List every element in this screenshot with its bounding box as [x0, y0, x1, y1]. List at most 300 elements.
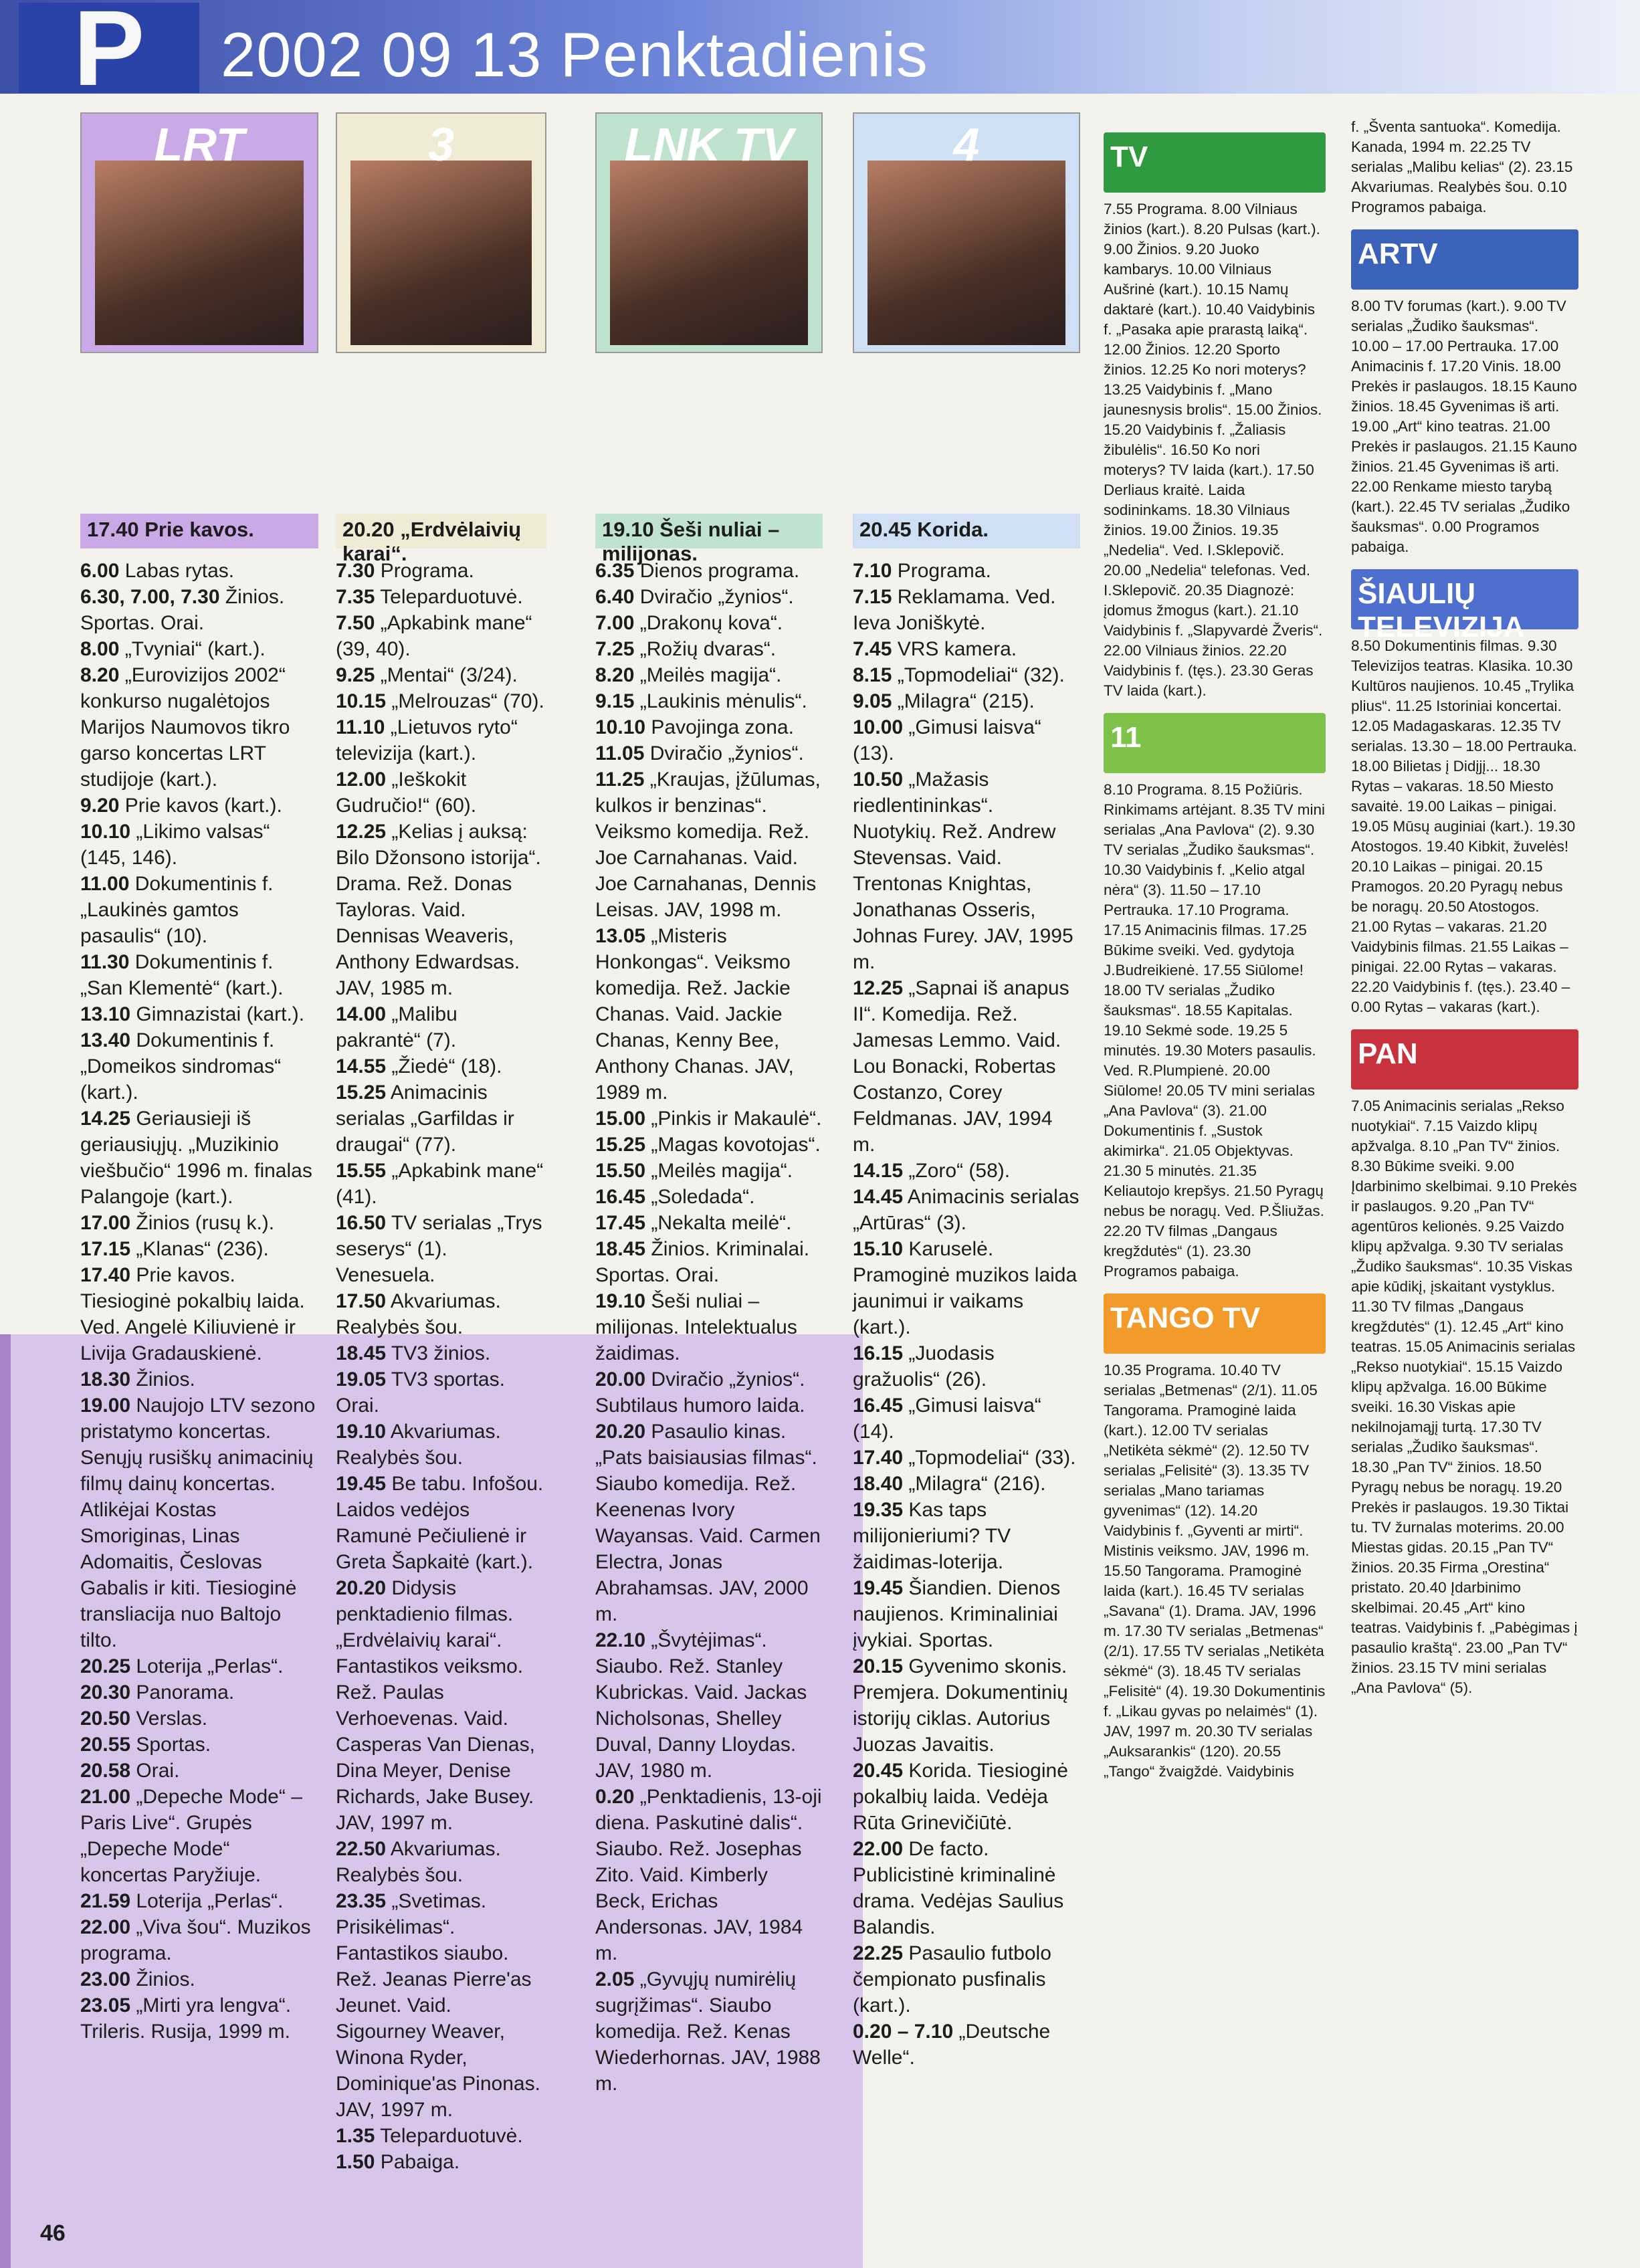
program-time: 17.40 — [87, 518, 139, 541]
highlight-program — [80, 514, 318, 548]
program-title: Prie kavos. — [138, 518, 254, 541]
list-item — [336, 766, 546, 819]
program-time: 23.05 — [80, 1994, 131, 2017]
list-item: 8.00 TV forumas (kart.). 9.00 TV serialas „Žudiko šauksmas“. 10.00 – 17.00 Pertrauka. 17.00 Animacinis f. 17.20 Vinis. 18.00 Prekės ir paslaugos. 18.15 Kauno žinios. 18.45 Gyvenimas iš arti. 19.00 „Art“ kino teatras. 21.00 Prekės ir paslaugos. 21.15 Kauno žinios. 21.45 Gyvenimas iš arti. 22.00 Renkame miesto tarybą (kart.). 22.45 TV serialas „Žudiko šauksmas“. 0.00 Programos pabaiga. — [1351, 298, 1577, 555]
program-time: 8.00 — [80, 638, 120, 660]
program-title: Šeši nuliai – milijonas. Intelektualus žaidimas. — [595, 1290, 797, 1364]
list-item — [80, 1262, 318, 1366]
program-time: 20.20 — [342, 518, 395, 541]
list-item — [336, 2149, 546, 2175]
program-title: Žinios. — [130, 1968, 195, 1990]
program-time: 7.30 — [336, 560, 375, 582]
program-time: 9.05 — [853, 690, 892, 712]
program-time: 19.45 — [853, 1577, 904, 1599]
list-item — [336, 1575, 546, 1836]
program-time: 16.15 — [853, 1342, 904, 1364]
program-time: 17.00 — [80, 1212, 131, 1234]
page-number: 46 — [40, 2221, 66, 2246]
program-title: Animacinis serialas „Garfildas ir draugai“ (77). — [336, 1081, 514, 1156]
program-title: Sportas. — [130, 1734, 211, 1756]
program-title: „Meilės magija“. — [645, 1160, 793, 1182]
program-title: Pasaulio futbolo čempionato pusfinalis (kart.). — [853, 1942, 1051, 2017]
program-time: 15.25 — [336, 1081, 387, 1104]
list-item — [595, 688, 823, 714]
program-title: TV serialas „Trys seserys“ (1). Venesuela. — [336, 1212, 542, 1286]
list-item — [853, 584, 1080, 636]
list-item — [80, 1106, 318, 1210]
program-time: 1.35 — [336, 2125, 375, 2147]
program-time: 19.10 — [595, 1290, 646, 1312]
program-title: Gyvenimo skonis. Premjera. Dokumentinių istorijų ciklas. Autorius Juozas Javaitis. — [853, 1655, 1068, 1756]
program-title: Gimnazistai (kart.). — [130, 1003, 305, 1025]
list-item — [595, 1132, 823, 1158]
channel-logo — [1351, 569, 1578, 643]
program-list — [853, 558, 1080, 2071]
program-title: Naujojo LTV sezono pristatymo koncertas. Senųjų rusiškų animacinių filmų dainų koncertas. Atlikėjai Kostas Smoriginas, Linas Adomaitis, Česlovas Gabalis ir kiti. Tiesioginė transliacija nuo Baltojo tilto. — [80, 1395, 316, 1651]
channel-logo — [1351, 229, 1578, 290]
list-item — [595, 1627, 823, 1784]
list-item — [80, 871, 318, 949]
program-time: 22.50 — [336, 1838, 387, 1860]
program-time: 19.45 — [336, 1473, 387, 1495]
program-time: 20.20 — [336, 1577, 387, 1599]
program-time: 17.45 — [595, 1212, 646, 1234]
program-time: 20.45 — [859, 518, 912, 541]
program-time: 7.45 — [853, 638, 892, 660]
program-title: „Švytėjimas“. Siaubo. Rež. Stanley Kubrickas. Vaid. Jackas Nicholsonas, Shelley Duval, Danny Lloydas. JAV, 1980 m. — [595, 1629, 807, 1782]
program-time: 10.50 — [853, 768, 904, 791]
channel-name: TANGO TV — [1110, 1302, 1261, 1334]
program-title: „Milagra“ (216). — [903, 1473, 1046, 1495]
list-item — [853, 1758, 1080, 1836]
list-item: 8.50 Dokumentinis filmas. 9.30 Televizijos teatras. Klasika. 10.30 Kultūros naujienos. 10.45 „Trylika plius“. 11.25 Istoriniai koncertai. 12.05 Madagaskaras. 12.35 TV serialas. 13.30 – 18.00 Pertrauka. 18.00 Bilietas į Didįjį... 18.30 Rytas – vakaras. 18.50 Miesto savaitė. 19.00 Laikas – pinigai. 19.05 Mūsų auginiai (kart.). 19.30 Atostogos. 19.40 Kibkit, žuvelės! 20.10 Laikas – pinigai. 20.15 Pramogos. 20.20 Pyragų nebus be noragų. 20.50 Atostogos. 21.00 Rytas – vakaras. 21.20 Vaidybinis filmas. 21.55 Laikas – pinigai. 22.00 Rytas – vakaras. 22.20 Vaidybinis f. (tęs.). 23.40 – 0.00 Rytas – vakaras (kart.). — [1351, 637, 1577, 1015]
channel-name: TV — [1110, 140, 1148, 173]
program-title: „Topmodeliai“ (33). — [903, 1447, 1076, 1469]
program-time: 17.40 — [853, 1447, 904, 1469]
list-item — [80, 1758, 318, 1784]
list-item — [336, 1079, 546, 1158]
program-title: „Zoro“ (58). — [903, 1160, 1011, 1182]
program-time: 13.40 — [80, 1029, 131, 1051]
list-item — [80, 1966, 318, 1992]
program-time: 9.15 — [595, 690, 635, 712]
program-title: „Apkabink mane“ (41). — [336, 1160, 544, 1208]
channel-logo — [80, 112, 318, 353]
list-item — [853, 558, 1080, 584]
program-title: Korida. Tiesioginė pokalbių laida. Vedėja Rūta Grinevičiūtė. — [853, 1760, 1068, 1834]
list-item — [336, 1340, 546, 1366]
list-item: f. „Šventa santuoka“. Komedija. Kanada, 1994 m. 22.25 TV serialas „Malibu kelias“ (2). 23.15 Akvariumas. Realybės šou. 0.10 Programos pabaiga. — [1351, 118, 1573, 215]
program-time: 10.15 — [336, 690, 387, 712]
list-item — [595, 1784, 823, 1966]
list-item — [853, 1340, 1080, 1393]
program-list — [1104, 1360, 1326, 1782]
program-time: 7.50 — [336, 612, 375, 634]
column-tv4 — [853, 112, 1080, 2071]
program-title: „Viva šou“. Muzikos programa. — [80, 1916, 311, 1964]
program-time: 22.00 — [853, 1838, 904, 1860]
program-time: 18.30 — [80, 1368, 131, 1390]
channel-name: ARTV — [1358, 237, 1438, 270]
program-title: „Penktadienis, 13-oji diena. Paskutinė dalis“. Siaubo. Rež. Josephas Zito. Vaid. Kimberly Beck, Erichas Andersonas. JAV, 1984 m. — [595, 1786, 822, 1964]
program-time: 22.10 — [595, 1629, 646, 1651]
program-title: „Milagra“ (215). — [892, 690, 1035, 712]
list-item — [853, 975, 1080, 1158]
list-item — [336, 1288, 546, 1340]
program-time: 13.05 — [595, 925, 646, 947]
program-title: Šiandien. Dienos naujienos. Kriminaliniai įvykiai. Sportas. — [853, 1577, 1061, 1651]
program-list — [80, 558, 318, 2045]
list-item — [853, 1445, 1080, 1471]
program-time: 9.20 — [80, 795, 120, 817]
channel-logo — [1351, 1029, 1578, 1090]
list-item — [853, 714, 1080, 766]
program-title: „Juodasis gražuolis“ (26). — [853, 1342, 995, 1390]
program-time: 19.35 — [853, 1499, 904, 1521]
program-title: Pasaulio kinas. „Pats baisiausias filmas“. Siaubo komedija. Rež. Keenenas Ivory Wayansas. Vaid. Carmen Electra, Jonas Abrahamsas. JAV, 2000 m. — [595, 1421, 821, 1625]
list-item: 8.10 Programa. 8.15 Požiūris. Rinkimams artėjant. 8.35 TV mini serialas „Ana Pavlova“ (2). 9.30 TV serialas „Žudiko šauksmas“. 10.30 Vaidybinis f. „Kelio atgal nėra“ (3). 11.50 – 17.10 Pertrauka. 17.10 Programa. 17.15 Animacinis filmas. 17.25 Būkime sveiki. Ved. gydytoja J.Budreikienė. 17.55 Siūlome! 18.00 TV serialas „Žudiko šauksmas“. 18.55 Kapitalas. 19.10 Sekmė sode. 19.25 5 minutės. 19.30 Moters pasaulis. Ved. R.Plumpienė. 20.00 Siūlome! 20.05 TV mini serialas „Ana Pavlova“ (3). 21.00 Dokumentinis f. „Sustok akimirka“. 21.05 Objektyvas. 21.30 5 minutės. 21.35 Keliautojo krepšys. 21.50 Pyragų nebus be noragų. Ved. P.Šliužas. 22.20 TV filmas „Dangaus kregždutės“ (1). 23.30 Programos pabaiga. — [1104, 781, 1325, 1279]
list-item — [595, 1184, 823, 1210]
program-time: 20.00 — [595, 1368, 646, 1390]
highlight-program — [853, 514, 1080, 548]
program-title: Be tabu. Infošou. Laidos vedėjos Ramunė Pečiulienė ir Greta Šapkaitė (kart.). — [336, 1473, 544, 1573]
program-title: „Gimusi laisva“ (14). — [853, 1395, 1041, 1443]
list-item — [853, 1836, 1080, 1940]
list-item — [80, 1888, 318, 1914]
program-title: „Sapnai iš anapus II“. Komedija. Rež. Jamesas Lemmo. Vaid. Lou Bonacki, Robertas Costanzo, Corey Feldmanas. JAV, 1994 m. — [853, 977, 1069, 1156]
program-title: „Magas kovotojas“. — [645, 1134, 821, 1156]
program-time: 11.25 — [595, 768, 645, 791]
program-title: „Kraujas, įžūlumas, kulkos ir benzinas“. Veiksmo komedija. Rež. Joe Carnahanas. Vaid. Joe Carnahanas, Dennis Leisas. JAV, 1998 m. — [595, 768, 821, 921]
column-regional-2 — [1351, 117, 1578, 1698]
program-list — [1351, 296, 1578, 557]
program-title: Geriausieji iš geriausiųjų. „Muzikinio viešbučio“ 1996 m. finalas Palangoje (kart.). — [80, 1108, 312, 1208]
program-time: 8.20 — [595, 664, 635, 686]
program-time: 9.25 — [336, 664, 375, 686]
program-time: 2.05 — [595, 1968, 635, 1990]
program-time: 20.15 — [853, 1655, 904, 1677]
list-item — [336, 1210, 546, 1288]
program-time: 14.15 — [853, 1160, 904, 1182]
list-item — [595, 610, 823, 636]
list-item — [336, 1888, 546, 2123]
program-title: „Deutsche Welle“. — [853, 2021, 1051, 2069]
page-header — [0, 0, 1640, 108]
program-time: 20.25 — [80, 1655, 131, 1677]
program-title: Dviračio „žynios“. Subtilaus humoro laida. — [595, 1368, 805, 1417]
list-item — [853, 1393, 1080, 1445]
list-item: 10.35 Programa. 10.40 TV serialas „Betmenas“ (2/1). 11.05 Tangorama. Pramoginė laida (kart.). 12.00 TV serialas „Netikėta sėkmė“ (2). 12.50 TV serialas „Felisitė“ (3). 13.35 TV serialas „Mano tariamas gyvenimas“ (12). 14.20 Vaidybinis f. „Gyventi ar mirti“. Mistinis veiksmo. JAV, 1996 m. 15.50 Tangorama. Pramoginė laida (kart.). 16.45 TV serialas „Savana“ (1). Drama. JAV, 1996 m. 17.30 TV serialas „Betmenas“ (2/1). 17.55 TV serialas „Netikėta sėkmė“ (3). 18.45 TV serialas „Felisitė“ (4). 19.30 Dokumentinis f. „Likau gyvas po nelaimės“ (1). JAV, 1997 m. 20.30 TV serialas „Auksarankis“ (120). 20.55 „Tango“ žvaigždė. Vaidybinis — [1104, 1362, 1326, 1780]
program-time: 0.20 — [595, 1786, 635, 1808]
program-title: „Gimusi laisva“ (13). — [853, 716, 1041, 764]
program-list — [336, 558, 546, 2175]
program-title: „Pinkis ir Makaulė“. — [645, 1108, 822, 1130]
program-title: Programa. — [375, 560, 474, 582]
program-title: „Žiedė“ (18). — [386, 1055, 502, 1077]
program-title: Prie kavos. Tiesioginė pokalbių laida. Ved. Angelė Kiliuvienė ir Livija Gradauskienė. — [80, 1264, 305, 1364]
list-item — [80, 1366, 318, 1393]
program-title: „Eurovizijos 2002“ konkurso nugalėtojos Marijos Naumovos tikro garso koncertas LRT studijoje (kart.). — [80, 664, 290, 791]
program-title: Žinios. — [130, 1368, 195, 1390]
program-time: 12.25 — [853, 977, 904, 999]
list-item — [80, 1784, 318, 1888]
program-time: 20.50 — [80, 1708, 131, 1730]
program-title: Reklamama. Ved. Ieva Joniškytė. — [853, 586, 1056, 634]
list-item — [336, 2123, 546, 2149]
program-title: „Malibu pakrantė“ (7). — [336, 1003, 457, 1051]
list-item — [853, 662, 1080, 688]
channel-logo — [853, 112, 1080, 353]
list-item — [595, 662, 823, 688]
column-lnk — [595, 112, 823, 2097]
channel-photo — [350, 161, 532, 345]
program-title: „Ieškokit Gudručio!“ (60). — [336, 768, 477, 817]
program-time: 13.10 — [80, 1003, 131, 1025]
program-title: „Drakonų kova“. — [634, 612, 783, 634]
program-time: 22.25 — [853, 1942, 904, 1964]
program-time: 18.40 — [853, 1473, 904, 1495]
program-title: Dokumentinis f. „Domeikos sindromas“ (kart.). — [80, 1029, 282, 1104]
page-title: 2002 09 13 Penktadienis — [221, 19, 928, 90]
program-time: 11.30 — [80, 951, 130, 973]
channel-name: 4 — [953, 118, 980, 171]
program-title: Dviračio „žynios“. — [634, 586, 794, 608]
program-title: „Mažasis riedlentininkas“. Nuotykių. Rež. Andrew Stevensas. Vaid. Trentonas Knightas, Jonathanas Osseris, Johnas Furey. JAV, 1995 m. — [853, 768, 1073, 973]
program-title: Pavojinga zona. — [645, 716, 794, 738]
program-title: Programa. — [892, 560, 991, 582]
program-time: 6.35 — [595, 560, 635, 582]
list-item — [336, 610, 546, 662]
program-title: Labas rytas. — [119, 560, 235, 582]
program-time: 20.58 — [80, 1760, 131, 1782]
list-item — [336, 714, 546, 766]
program-time: 12.25 — [336, 821, 387, 843]
list-item — [336, 1419, 546, 1471]
program-time: 20.55 — [80, 1734, 131, 1756]
program-title: „Erdvėlaivių karai“. — [342, 518, 522, 565]
list-item — [853, 2019, 1080, 2071]
program-time: 16.45 — [853, 1395, 904, 1417]
column-lrt — [80, 112, 318, 2045]
list-item — [80, 558, 318, 584]
list-item — [80, 1679, 318, 1706]
program-time: 15.55 — [336, 1160, 387, 1182]
program-time: 17.50 — [336, 1290, 387, 1312]
program-time: 1.50 — [336, 2151, 375, 2173]
channel-name: LNK TV — [624, 118, 794, 171]
program-time: 22.00 — [80, 1916, 131, 1938]
program-title: Panorama. — [130, 1681, 235, 1704]
column-regional-1 — [1104, 120, 1326, 1782]
program-time: 6.30, 7.00, 7.30 — [80, 586, 220, 608]
list-item — [80, 662, 318, 793]
program-time: 10.10 — [80, 821, 131, 843]
program-time: 8.15 — [853, 664, 892, 686]
list-item — [336, 1001, 546, 1053]
program-title: „Kelias į auksą: Bilo Džonsono istorija“. Drama. Rež. Donas Tayloras. Vaid. Dennisas Weaveris, Anthony Edwardsas. JAV, 1985 m. — [336, 821, 541, 999]
list-item — [80, 584, 318, 636]
list-item — [80, 1992, 318, 2045]
program-time: 14.55 — [336, 1055, 387, 1077]
program-time: 11.10 — [336, 716, 385, 738]
program-time: 18.45 — [595, 1238, 646, 1260]
program-title: „Likimo valsas“ (145, 146). — [80, 821, 270, 869]
program-title: „Rožių dvaras“. — [634, 638, 777, 660]
program-title: Karuselė. Pramoginė muzikos laida jaunimui ir vaikams (kart.). — [853, 1238, 1078, 1338]
list-item — [595, 636, 823, 662]
program-time: 20.20 — [595, 1421, 646, 1443]
program-title: Žinios (rusų k.). — [130, 1212, 275, 1234]
list-item — [80, 1732, 318, 1758]
list-item — [595, 714, 823, 740]
list-item — [80, 1914, 318, 1966]
list-item — [853, 1497, 1080, 1575]
list-item — [595, 1288, 823, 1366]
program-time: 7.00 — [595, 612, 635, 634]
channel-name: 11 — [1110, 721, 1142, 754]
program-time: 14.00 — [336, 1003, 387, 1025]
list-item — [853, 688, 1080, 714]
program-title: „Topmodeliai“ (32). — [892, 664, 1065, 686]
program-title: Didysis penktadienio filmas. „Erdvėlaivių karai“. Fantastikos veiksmo. Rež. Paulas Verhoevenas. Vaid. Casperas Van Dienas, Dina Meyer, Denise Richards, Jake Busey. JAV, 1997 m. — [336, 1577, 535, 1834]
program-title: Teleparduotuvė. — [375, 2125, 523, 2147]
program-time: 14.25 — [80, 1108, 131, 1130]
program-time: 17.15 — [80, 1238, 131, 1260]
program-title: Dienos programa. — [634, 560, 800, 582]
program-time: 16.50 — [336, 1212, 387, 1234]
day-letter: P — [19, 3, 199, 93]
list-item — [595, 1966, 823, 2097]
program-title: TV3 žinios. — [386, 1342, 491, 1364]
channel-name: PAN — [1358, 1037, 1418, 1070]
program-time: 6.40 — [595, 586, 635, 608]
program-time: 7.35 — [336, 586, 375, 608]
program-time: 19.05 — [336, 1368, 387, 1390]
list-item — [595, 1419, 823, 1627]
list-item — [853, 1471, 1080, 1497]
program-title: „Nekalta meilė“. — [645, 1212, 792, 1234]
program-time: 7.15 — [853, 586, 892, 608]
program-time: 21.00 — [80, 1786, 131, 1808]
channel-photo — [610, 161, 808, 345]
program-title: Verslas. — [130, 1708, 208, 1730]
program-time: 15.00 — [595, 1108, 646, 1130]
list-item — [853, 1184, 1080, 1236]
list-item — [853, 1653, 1080, 1758]
program-time: 7.25 — [595, 638, 635, 660]
list-item — [336, 1836, 546, 1888]
program-title: Loterija „Perlas“. — [130, 1655, 284, 1677]
program-title: „Tvyniai“ (kart.). — [119, 638, 266, 660]
program-title: „Apkabink mane“ (39, 40). — [336, 612, 532, 660]
program-title: „Lietuvos ryto“ televizija (kart.). — [336, 716, 518, 764]
list-item — [80, 1653, 318, 1679]
program-time: 19.00 — [80, 1395, 131, 1417]
program-title: De facto. Publicistinė kriminalinė drama. Vedėjas Saulius Balandis. — [853, 1838, 1064, 1938]
program-title: Šeši nuliai – milijonas. — [602, 518, 780, 565]
program-title: Animacinis serialas „Artūras“ (3). — [853, 1186, 1080, 1234]
program-title: „Svetimas. Prisikėlimas“. Fantastikos siaubo. Rež. Jeanas Pierre'as Jeunet. Vaid. Sigourney Weaver, Winona Ryder, Dominique'as Pinonas. JAV, 1997 m. — [336, 1890, 540, 2121]
list-item — [595, 1236, 823, 1288]
list-item — [336, 819, 546, 1001]
channel-logo — [1104, 713, 1326, 773]
list-item — [80, 819, 318, 871]
list-item — [336, 688, 546, 714]
list-item — [336, 1366, 546, 1419]
program-list — [1351, 1096, 1578, 1698]
list-item — [80, 949, 318, 1001]
program-time: 11.05 — [595, 742, 645, 764]
program-title: „Gyvųjų numirėlių sugrįžimas“. Siaubo komedija. Rež. Kenas Wiederhornas. JAV, 1988 m. — [595, 1968, 821, 2095]
program-title: Dokumentinis f. „Laukinės gamtos pasaulis“ (10). — [80, 873, 274, 947]
program-time: 23.35 — [336, 1890, 387, 1912]
list-item — [853, 1158, 1080, 1184]
list-item — [80, 793, 318, 819]
list-item — [595, 1158, 823, 1184]
program-time: 11.00 — [80, 873, 130, 895]
program-title: „Melrouzas“ (70). — [386, 690, 544, 712]
list-item — [595, 740, 823, 766]
list-item — [853, 1940, 1080, 2019]
program-time: 21.59 — [80, 1890, 131, 1912]
program-time: 15.25 — [595, 1134, 646, 1156]
channel-name: 3 — [428, 118, 454, 171]
program-list — [1104, 780, 1326, 1281]
list-item — [80, 1393, 318, 1653]
program-title: Akvariumas. Realybės šou. — [336, 1421, 501, 1469]
program-time: 19.10 — [336, 1421, 387, 1443]
program-time: 23.00 — [80, 1968, 131, 1990]
program-title: Kas taps milijonieriumi? TV žaidimas-loterija. — [853, 1499, 1011, 1573]
highlight-program — [595, 514, 823, 565]
program-time: 15.10 — [853, 1238, 904, 1260]
program-title: Akvariumas. Realybės šou. — [336, 1290, 501, 1338]
program-title: Teleparduotuvė. — [375, 586, 523, 608]
program-list — [1104, 199, 1326, 701]
list-item — [853, 1236, 1080, 1340]
program-title: Korida. — [911, 518, 989, 541]
program-time: 20.45 — [853, 1760, 904, 1782]
program-time: 15.50 — [595, 1160, 646, 1182]
program-time: 12.00 — [336, 768, 387, 791]
program-title: „Soledada“. — [645, 1186, 755, 1208]
list-item — [80, 1001, 318, 1027]
program-title: „Mirti yra lengva“. Trileris. Rusija, 1999 m. — [80, 1994, 292, 2043]
list-item — [595, 1210, 823, 1236]
list-item — [853, 766, 1080, 975]
program-title: „Meilės magija“. — [634, 664, 782, 686]
program-list — [1351, 117, 1578, 217]
list-item — [336, 1053, 546, 1079]
program-title: „Misteris Honkongas“. Veiksmo komedija. Rež. Jackie Chanas. Vaid. Jackie Chanas, Kenny Bee, Anthony Chanas. JAV, 1989 m. — [595, 925, 794, 1104]
list-item — [595, 923, 823, 1106]
channel-logo — [1104, 1294, 1326, 1354]
program-time: 20.30 — [80, 1681, 131, 1704]
list-item — [80, 1236, 318, 1262]
list-item — [595, 1366, 823, 1419]
list-item — [853, 1575, 1080, 1653]
list-item — [80, 1210, 318, 1236]
program-time: 8.20 — [80, 664, 120, 686]
channel-logo — [1104, 132, 1326, 193]
list-item — [336, 558, 546, 584]
list-item — [595, 584, 823, 610]
program-time: 6.00 — [80, 560, 120, 582]
program-time: 0.20 – 7.10 — [853, 2021, 954, 2043]
program-title: Žinios. Kriminalai. Sportas. Orai. — [595, 1238, 810, 1286]
channel-logo — [336, 112, 546, 353]
program-title: „Mentai“ (3/24). — [375, 664, 518, 686]
